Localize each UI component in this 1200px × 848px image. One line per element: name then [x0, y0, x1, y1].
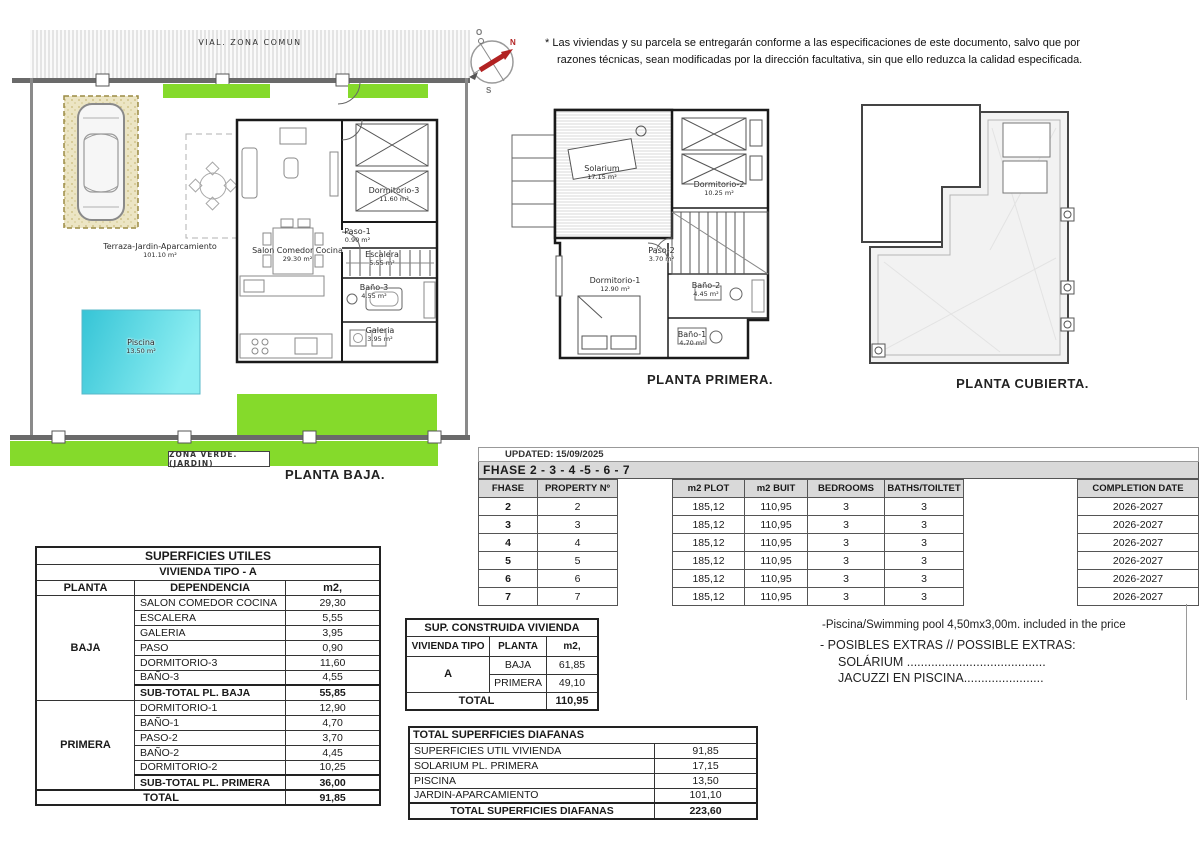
cell-plot: 185,12	[672, 534, 745, 552]
room-label-paso2: Paso-2 3.70 m²	[648, 246, 675, 263]
plan-planta-primera-graphics	[512, 110, 768, 358]
table-subtitle: VIVIENDA TIPO - A	[36, 564, 380, 580]
cell-fhase: 4	[478, 534, 538, 552]
cell-bedrooms: 3	[808, 498, 885, 516]
cell-m2: 4,45	[286, 745, 380, 760]
cell-m2: 49,10	[547, 674, 599, 692]
cell-m2: 4,55	[286, 670, 380, 685]
cell-value: 13,50	[655, 773, 757, 788]
total-value: 110,95	[547, 692, 599, 710]
fhase-row	[478, 534, 1199, 552]
col-header-completion: COMPLETION DATE	[1077, 479, 1199, 498]
subtotal-primera-label: SUB-TOTAL PL. PRIMERA	[135, 775, 286, 790]
cell-value: 91,85	[655, 743, 757, 758]
room-label-bano3: Baño-3 4.55 m²	[359, 283, 389, 300]
cell-plot: 185,12	[672, 516, 745, 534]
cell-planta-primera: PRIMERA	[36, 700, 135, 790]
page-edge-line	[1186, 604, 1187, 700]
cell-planta: PRIMERA	[490, 674, 547, 692]
planta-baja-title: PLANTA BAJA.	[285, 467, 385, 482]
cell-m2: 3,70	[286, 730, 380, 745]
table-title: TOTAL SUPERFICIES DIAFANAS	[409, 727, 757, 743]
room-label-piscina: Piscina 13.50 m²	[126, 338, 156, 355]
cell-dependencia: BAÑO-3	[135, 670, 286, 685]
cell-fhase: 2	[478, 498, 538, 516]
cell-label: PISCINA	[409, 773, 655, 788]
col-header-fhase: FHASE	[478, 479, 538, 498]
subtotal-primera-value: 36,00	[286, 775, 380, 790]
col-header-tipo: VIVIENDA TIPO	[406, 636, 490, 656]
col-header-property: PROPERTY Nº	[538, 479, 618, 498]
room-label-bano2: Baño-2 4.45 m²	[691, 281, 721, 298]
cell-property: 7	[538, 588, 618, 606]
cell-baths: 3	[885, 498, 964, 516]
cell-completion: 2026-2027	[1077, 588, 1199, 606]
room-label-galeria: Galeria 3.95 m²	[365, 326, 395, 343]
cell-value: 17,15	[655, 758, 757, 773]
cell-built: 110,95	[745, 588, 808, 606]
total-value: 223,60	[655, 803, 757, 819]
cell-m2: 10,25	[286, 760, 380, 775]
car-icon	[78, 104, 124, 220]
cell-plot: 185,12	[672, 570, 745, 588]
cell-bedrooms: 3	[808, 552, 885, 570]
col-header-dependencia: DEPENDENCIA	[135, 580, 286, 595]
cell-completion: 2026-2027	[1077, 498, 1199, 516]
room-label-salon: Salon Comedor Cocina 29.30 m²	[252, 246, 343, 263]
cell-dependencia: SALON COMEDOR COCINA	[135, 595, 286, 610]
cell-completion: 2026-2027	[1077, 570, 1199, 588]
table-title: SUPERFICIES UTILES	[36, 547, 380, 564]
col-header-planta: PLANTA	[490, 636, 547, 656]
cell-plot: 185,12	[672, 552, 745, 570]
cell-tipo: A	[406, 656, 490, 692]
room-label-dormitorio3: Dormitorio-3 11.60 m²	[368, 186, 420, 203]
road-label: VIAL. ZONA COMUN	[198, 38, 302, 47]
cell-fhase: 6	[478, 570, 538, 588]
subtotal-baja-label: SUB-TOTAL PL. BAJA	[135, 685, 286, 700]
note-pool: -Piscina/Swimming pool 4,50mx3,00m. included in the price	[822, 619, 1126, 631]
col-header-built: m2 BUIT	[745, 479, 808, 498]
cell-fhase: 3	[478, 516, 538, 534]
note-jacuzzi: JACUZZI EN PISCINA.......................	[838, 671, 1044, 685]
note-extras: - POSIBLES EXTRAS // POSSIBLE EXTRAS:	[820, 638, 1076, 652]
total-label: TOTAL	[36, 790, 286, 805]
cell-dependencia: GALERIA	[135, 625, 286, 640]
cell-bedrooms: 3	[808, 534, 885, 552]
cell-planta-baja: BAJA	[36, 595, 135, 700]
col-header-m2: m2,	[547, 636, 599, 656]
cell-dependencia: PASO	[135, 640, 286, 655]
room-label-dormitorio1: Dormitorio-1 12.90 m²	[589, 276, 641, 293]
fhase-table	[478, 447, 1199, 606]
cell-baths: 3	[885, 516, 964, 534]
cell-plot: 185,12	[672, 498, 745, 516]
subtotal-baja-value: 55,85	[286, 685, 380, 700]
compass-north-label: N	[510, 38, 516, 47]
fhase-row	[478, 570, 1199, 588]
col-header-m2: m2,	[286, 580, 380, 595]
fhase-row	[478, 552, 1199, 570]
cell-m2: 29,30	[286, 595, 380, 610]
total-value: 91,85	[286, 790, 380, 805]
cell-built: 110,95	[745, 516, 808, 534]
cell-completion: 2026-2027	[1077, 552, 1199, 570]
cell-plot: 185,12	[672, 588, 745, 606]
cell-bedrooms: 3	[808, 588, 885, 606]
diafanas-table	[408, 726, 758, 820]
cell-baths: 3	[885, 552, 964, 570]
col-header-plot: m2 PLOT	[672, 479, 745, 498]
plan-planta-cubierta-graphics	[862, 105, 1074, 363]
cell-built: 110,95	[745, 570, 808, 588]
col-header-bedrooms: BEDROOMS	[808, 479, 885, 498]
col-header-planta: PLANTA	[36, 580, 135, 595]
cell-fhase: 7	[478, 588, 538, 606]
cell-completion: 2026-2027	[1077, 534, 1199, 552]
compass-icon	[469, 39, 513, 84]
cell-baths: 3	[885, 570, 964, 588]
table-title: SUP. CONSTRUIDA VIVIENDA	[406, 619, 598, 636]
cell-built: 110,95	[745, 552, 808, 570]
cell-property: 6	[538, 570, 618, 588]
fhase-row	[478, 516, 1199, 534]
cell-m2: 61,85	[547, 656, 599, 674]
disclaimer-line-1: * Las viviendas y su parcela se entregarán conforme a las especificaciones de este documento, salvo que por	[545, 37, 1081, 49]
total-label: TOTAL	[406, 692, 547, 710]
room-label-escalera: Escalera 5.55 m²	[365, 250, 399, 267]
cell-label: JARDIN-APARCAMIENTO	[409, 788, 655, 803]
room-label-solarium: Solarium 17.15 m²	[584, 164, 620, 181]
cell-baths: 3	[885, 588, 964, 606]
cell-bedrooms: 3	[808, 570, 885, 588]
disclaimer-line-2: razones técnicas, sean modificadas por la dirección facultativa, sin que ello reduzca la calidad especificada.	[557, 54, 1083, 66]
cell-value: 101,10	[655, 788, 757, 803]
cell-m2: 4,70	[286, 715, 380, 730]
col-header-baths: BATHS/TOILTET	[885, 479, 964, 498]
sup-construida-table	[405, 618, 599, 711]
planta-cubierta-title: PLANTA CUBIERTA.	[956, 376, 1089, 391]
cell-baths: 3	[885, 534, 964, 552]
compass-west-label: O	[476, 28, 483, 37]
cell-m2: 12,90	[286, 700, 380, 715]
cell-property: 2	[538, 498, 618, 516]
cell-dependencia: ESCALERA	[135, 610, 286, 625]
cell-m2: 0,90	[286, 640, 380, 655]
room-label-paso1: Paso-1 0.90 m²	[344, 227, 371, 244]
updated-date: UPDATED: 15/09/2025	[478, 447, 1199, 462]
cell-dependencia: BAÑO-1	[135, 715, 286, 730]
cell-m2: 5,55	[286, 610, 380, 625]
fhase-header-row	[478, 479, 1199, 498]
cell-property: 5	[538, 552, 618, 570]
room-label-dormitorio2: Dormitorio-2 10.25 m²	[693, 180, 745, 197]
fhase-row	[478, 588, 1199, 606]
cell-built: 110,95	[745, 498, 808, 516]
cell-bedrooms: 3	[808, 516, 885, 534]
cell-dependencia: DORMITORIO-2	[135, 760, 286, 775]
cell-label: SOLARIUM PL. PRIMERA	[409, 758, 655, 773]
fhase-row	[478, 498, 1199, 516]
cell-dependencia: DORMITORIO-3	[135, 655, 286, 670]
green-zone-label: ZONA VERDE. (JARDIN)	[168, 451, 270, 467]
fhase-table-title: FHASE 2 - 3 - 4 -5 - 6 - 7	[478, 462, 1199, 479]
cell-fhase: 5	[478, 552, 538, 570]
planta-primera-title: PLANTA PRIMERA.	[647, 372, 773, 387]
room-label-bano1: Baño-1 4.70 m²	[677, 330, 707, 347]
cell-m2: 3,95	[286, 625, 380, 640]
cell-dependencia: BAÑO-2	[135, 745, 286, 760]
compass-south-label: S	[486, 86, 492, 95]
cell-planta: BAJA	[490, 656, 547, 674]
cell-m2: 11,60	[286, 655, 380, 670]
cell-built: 110,95	[745, 534, 808, 552]
cell-property: 4	[538, 534, 618, 552]
cell-dependencia: DORMITORIO-1	[135, 700, 286, 715]
cell-completion: 2026-2027	[1077, 516, 1199, 534]
room-label-terraza: Terraza-Jardin-Aparcamiento 101.10 m²	[103, 242, 217, 259]
total-label: TOTAL SUPERFICIES DIAFANAS	[409, 803, 655, 819]
superficies-utiles-table	[35, 546, 381, 806]
cell-property: 3	[538, 516, 618, 534]
cell-dependencia: PASO-2	[135, 730, 286, 745]
note-solarium: SOLÁRIUM ........................................	[838, 655, 1046, 669]
cell-label: SUPERFICIES UTIL VIVIENDA	[409, 743, 655, 758]
